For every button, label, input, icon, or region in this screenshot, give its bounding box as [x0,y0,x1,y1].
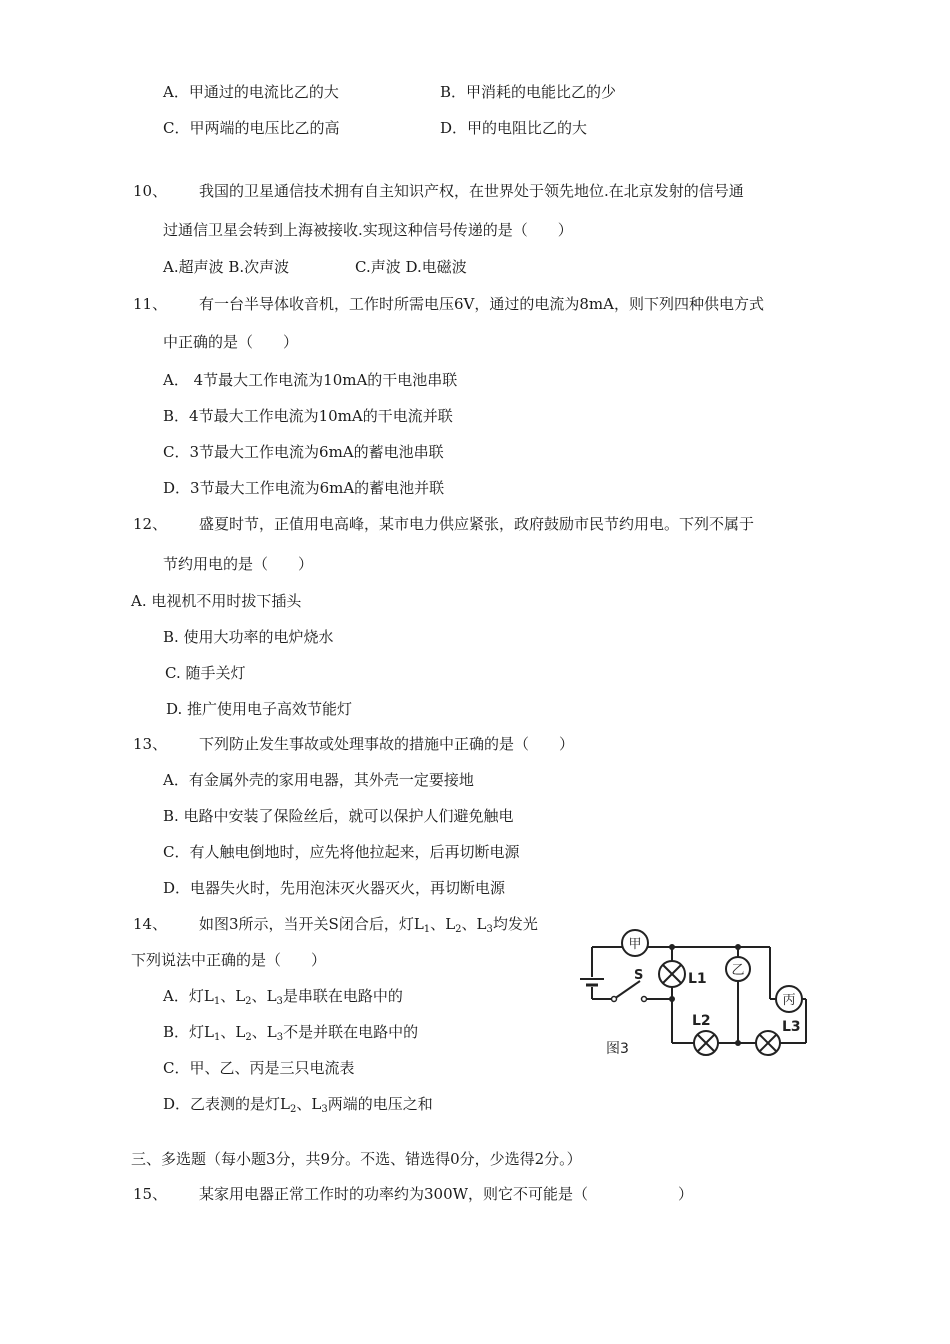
figure-caption: 图3 [606,1041,629,1057]
q13-option-a: A．有金属外壳的家用电器，其外壳一定要接地 [163,771,474,789]
q14-option-a: A．灯$L_1$、$L_2$、$L_3$是串联在电路中的 [163,987,403,1007]
meter-yi-label: 乙 [731,963,745,978]
junction-dot [669,996,675,1002]
q9-option-b: B．甲消耗的电能比乙的少 [440,83,617,101]
q12-option-b: B. 使用大功率的电炉烧水 [163,628,334,646]
q9-option-d: D．甲的电阻比乙的大 [440,119,588,137]
meter-bing-label: 丙 [782,993,796,1008]
q12-number: 12、 [133,515,168,533]
q10-stem-line1: 我国的卫星通信技术拥有自主知识产权，在世界处于领先地位.在北京发射的信号通 [199,182,744,200]
q13-stem-line1: 下列防止发生事故或处理事故的措施中正确的是（ ） [199,735,575,753]
q12-stem-line1: 盛夏时节，正值用电高峰，某市电力供应紧张，政府鼓励市民节约用电。下列不属于 [199,515,755,533]
q9-option-c: C．甲两端的电压比乙的高 [163,119,340,137]
q11-option-c: C．3节最大工作电流为6mA的蓄电池串联 [163,443,444,461]
switch-pivot [612,997,617,1002]
q11-option-b: B．4节最大工作电流为10mA的干电流并联 [163,407,453,425]
q12-stem-line2: 节约用电的是（ ） [163,555,314,573]
switch-contact [642,997,647,1002]
meter-jia-label: 甲 [628,937,642,952]
q14-stem-line2: 下列说法中正确的是（ ） [131,951,327,969]
junction-dot [735,1040,741,1046]
q13-option-b: B. 电路中安装了保险丝后，就可以保护人们避免触电 [163,807,514,825]
q14-option-d: D．乙表测的是灯$L_2$、$L_3$两端的电压之和 [163,1095,433,1115]
q14-number: 14、 [133,915,168,933]
q14-option-c: C．甲、乙、丙是三只电流表 [163,1059,355,1077]
q13-number: 13、 [133,735,168,753]
lamp-l3-label: L3 [782,1019,801,1035]
q15-number: 15、 [133,1185,168,1203]
q12-option-d: D. 推广使用电子高效节能灯 [166,700,353,718]
q10-options-cd: C.声波 D.电磁波 [355,258,467,276]
circuit-diagram-figure3 [570,915,810,1065]
lamp-l2-label: L2 [692,1013,711,1029]
q14-option-b: B．灯$L_1$、$L_2$、$L_3$不是并联在电路中的 [163,1023,419,1043]
junction-dot [735,944,741,950]
q9-option-a: A．甲通过的电流比乙的大 [163,83,339,101]
q11-number: 11、 [133,295,168,313]
q13-option-c: C．有人触电倒地时，应先将他拉起来，后再切断电源 [163,843,520,861]
q11-option-d: D．3节最大工作电流为6mA的蓄电池并联 [163,479,445,497]
lamp-l1-icon [659,961,685,987]
junction-dot [669,944,675,950]
q11-option-a: A． 4节最大工作电流为10mA的干电池串联 [163,371,458,389]
switch-label: S [634,968,644,983]
lamp-l1-label: L1 [688,971,707,987]
q10-options-ab: A.超声波 B.次声波 [163,258,290,276]
section3-heading: 三、多选题（每小题3分，共9分。不选、错选得0分，少选得2分。） [131,1150,582,1168]
q13-option-d: D．电器失火时，先用泡沫灭火器灭火，再切断电源 [163,879,506,897]
q10-number: 10、 [133,182,168,200]
q11-stem-line2: 中正确的是（ ） [163,333,299,351]
lamp-l2-icon [694,1031,718,1055]
q10-stem-line2: 过通信卫星会转到上海被接收.实现这种信号传递的是（ ） [163,221,573,239]
q11-stem-line1: 有一台半导体收音机，工作时所需电压6V，通过的电流为8mA，则下列四种供电方式 [199,295,764,313]
q14-stem-line1: 如图3所示，当开关S闭合后，灯$L_1$、$L_2$、$L_3$均发光 [199,915,538,935]
q12-option-a: A. 电视机不用时拔下插头 [131,592,302,610]
switch-blade [614,981,640,999]
q15-stem-line1: 某家用电器正常工作时的功率约为300W，则它不可能是（ ） [199,1185,694,1203]
q12-option-c: C. 随手关灯 [165,664,246,682]
lamp-l3-icon [756,1031,780,1055]
